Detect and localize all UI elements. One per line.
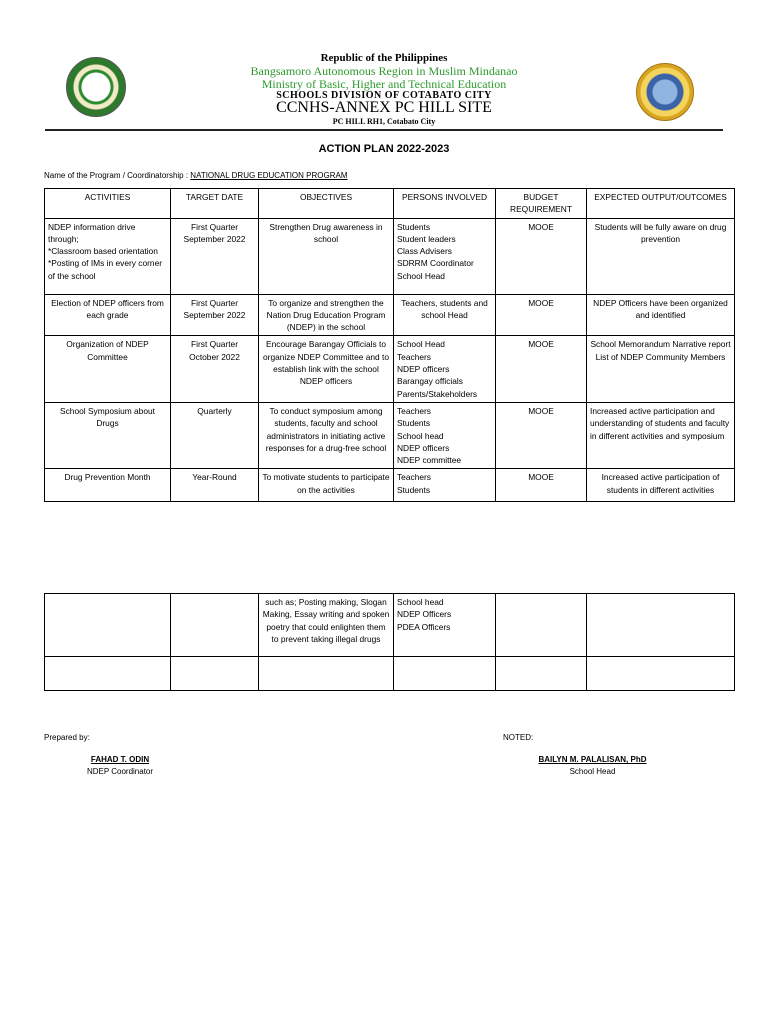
- activities-cell: [45, 218, 171, 294]
- header-persons-involved: PERSONS INVOLVED: [394, 189, 496, 219]
- target-date-line: October 2022: [189, 351, 240, 362]
- person-line: NDEP committee: [397, 455, 462, 466]
- table-row: [45, 294, 735, 336]
- person-line: NDEP Officers: [397, 609, 452, 620]
- table-row: [45, 218, 735, 294]
- output-cell: Increased active participation and understanding of students and faculty in different activities and symposium: [587, 402, 735, 468]
- target-date-line: Year-Round: [192, 472, 237, 483]
- persons-cell: [394, 218, 496, 294]
- person-line: PDEA Officers: [397, 621, 451, 632]
- header-divider: [45, 129, 723, 131]
- target-date-line: September 2022: [183, 309, 246, 320]
- activities-cell: [45, 594, 171, 657]
- persons-cell: [394, 294, 496, 336]
- activity-line: School Symposium about Drugs: [60, 405, 155, 429]
- objectives-cell: [259, 657, 394, 691]
- program-value: NATIONAL DRUG EDUCATION PROGRAM: [190, 171, 348, 180]
- output-cell: Increased active participation of students in different activities: [587, 469, 735, 502]
- action-plan-table: [44, 188, 735, 502]
- activity-line: Organization of NDEP Committee: [66, 339, 149, 362]
- budget-cell: MOOE: [496, 402, 587, 468]
- target-date-cell: [171, 657, 259, 691]
- person-line: School head: [397, 430, 444, 441]
- target-date-line: First Quarter: [191, 297, 238, 308]
- header-expected-output: EXPECTED OUTPUT/OUTCOMES: [587, 189, 735, 219]
- table-row: [45, 657, 735, 691]
- preparer-name: FAHAD T. ODIN: [90, 755, 150, 764]
- target-date-cell: [171, 402, 259, 468]
- target-date-cell: [171, 469, 259, 502]
- persons-cell: [394, 469, 496, 502]
- activities-cell: [45, 657, 171, 691]
- target-date-line: September 2022: [183, 233, 246, 244]
- objectives-cell: To conduct symposium among students, faculty and school administrators in initiating active responses for a drug-free school: [259, 402, 394, 468]
- person-line: Barangay officials: [397, 376, 463, 387]
- target-date-line: First Quarter: [191, 339, 238, 350]
- school-address: PC HILL RH1, Cotabato City: [332, 117, 436, 126]
- activity-line: NDEP information drive through;: [48, 221, 136, 244]
- activity-line: Election of NDEP officers from each grade: [51, 297, 164, 320]
- region-line: Bangsamoro Autonomous Region in Muslim Mindanao: [250, 64, 518, 78]
- output-cell: [587, 657, 735, 691]
- budget-cell: MOOE: [496, 218, 587, 294]
- header-activities: ACTIVITIES: [45, 189, 171, 219]
- person-line: Teachers: [397, 472, 431, 483]
- objectives-cell: such as; Posting making, Slogan Making, Essay writing and spoken poetry that could enlighten them to prevent taking illegal drugs: [259, 594, 394, 657]
- output-cell: NDEP Officers have been organized and identified: [587, 294, 735, 336]
- output-cell: School Memorandum Narrative report List of NDEP Community Members: [587, 336, 735, 402]
- budget-cell: MOOE: [496, 469, 587, 502]
- document-title: ACTION PLAN 2022-2023: [318, 143, 450, 155]
- person-line: Parents/Stakeholders: [397, 388, 478, 399]
- header-target-date: TARGET DATE: [171, 189, 259, 219]
- noter-name: BAILYN M. PALALISAN, PhD: [538, 755, 647, 764]
- person-line: Student leaders: [397, 233, 456, 244]
- table-row: [45, 469, 735, 502]
- header-budget: BUDGET REQUIREMENT: [496, 189, 587, 219]
- output-cell: [587, 594, 735, 657]
- persons-cell: [394, 594, 496, 657]
- output-cell: Students will be fully aware on drug prevention: [587, 218, 735, 294]
- person-line: School Head: [397, 339, 445, 350]
- objectives-cell: Encourage Barangay Officials to organize NDEP Committee and to establish link with the school NDEP officers: [259, 336, 394, 402]
- person-line: School head: [397, 597, 444, 607]
- budget-cell: MOOE: [496, 336, 587, 402]
- noter-role: School Head: [569, 767, 616, 776]
- program-label: Name of the Program / Coordinatorship :: [44, 171, 191, 180]
- person-line: Class Advisers: [397, 246, 452, 257]
- republic-line: Republic of the Philippines: [320, 52, 448, 64]
- activities-cell: [45, 402, 171, 468]
- table-row: [45, 594, 735, 657]
- activity-line: Drug Prevention Month: [64, 472, 151, 483]
- persons-cell: [394, 336, 496, 402]
- school-name: CCNHS-ANNEX PC HILL SITE: [276, 99, 492, 116]
- activities-cell: [45, 294, 171, 336]
- header-objectives: OBJECTIVES: [259, 189, 394, 219]
- target-date-cell: [171, 294, 259, 336]
- activities-cell: [45, 469, 171, 502]
- objectives-cell: To motivate students to participate on the activities: [259, 469, 394, 502]
- activity-line: *Classroom based orientation: [48, 246, 158, 257]
- person-line: Students: [397, 484, 431, 495]
- person-line: NDEP officers: [397, 364, 450, 375]
- target-date-line: Quarterly: [197, 405, 232, 416]
- budget-cell: [496, 657, 587, 691]
- target-date-line: First Quarter: [191, 221, 238, 232]
- objectives-cell: To organize and strengthen the Nation Drug Education Program (NDEP) in the school: [259, 294, 394, 336]
- person-line: SDRRM Coordinator: [397, 258, 474, 269]
- target-date-cell: [171, 218, 259, 294]
- person-line: Students: [397, 221, 431, 232]
- table-row: [45, 336, 735, 402]
- program-line: [44, 171, 348, 180]
- persons-cell: [394, 402, 496, 468]
- budget-cell: MOOE: [496, 294, 587, 336]
- table-row: [45, 402, 735, 468]
- noted-label: NOTED:: [503, 733, 534, 742]
- target-date-cell: [171, 336, 259, 402]
- target-date-cell: [171, 594, 259, 657]
- person-line: Teachers: [397, 405, 431, 416]
- preparer-role: NDEP Coordinator: [86, 767, 154, 776]
- prepared-by-label: Prepared by:: [44, 733, 90, 742]
- person-line: NDEP officers: [397, 442, 450, 453]
- person-line: Teachers: [397, 351, 431, 362]
- ministry-line: Ministry of Basic, Higher and Technical Education: [261, 77, 507, 91]
- activities-cell: [45, 336, 171, 402]
- objectives-cell: Strengthen Drug awareness in school: [259, 218, 394, 294]
- person-line: Students: [397, 418, 431, 429]
- activity-line: *Posting of IMs in every corner of the school: [48, 258, 163, 281]
- budget-cell: [496, 594, 587, 657]
- persons-cell: [394, 657, 496, 691]
- person-line: Teachers, students and school Head: [401, 297, 488, 320]
- action-plan-continuation-table: [44, 593, 735, 691]
- person-line: School Head: [397, 270, 445, 281]
- division-line: SCHOOLS DIVISION OF COTABATO CITY: [276, 90, 492, 101]
